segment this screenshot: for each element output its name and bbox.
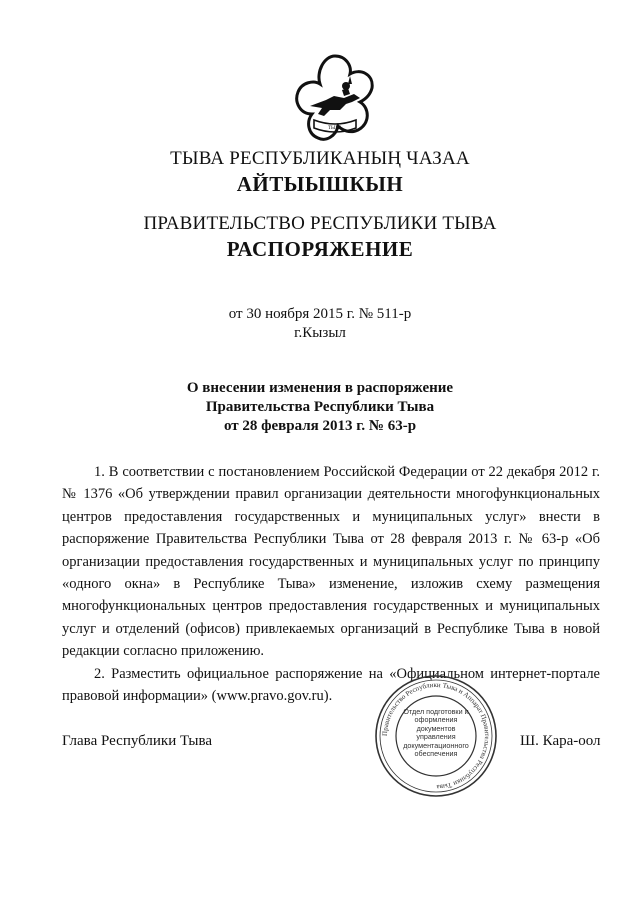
subject-line-1: О внесении изменения в распоряжение <box>186 380 454 396</box>
russian-document-type: РАСПОРЯЖЕНИЕ <box>226 237 414 261</box>
tyva-document-type: АЙТЫЫШКЫН <box>236 172 404 196</box>
subject-line-2: Правительства Республики Тыва <box>205 399 435 415</box>
official-stamp <box>372 672 500 800</box>
signatory-position: Глава Республики Тыва <box>62 733 213 749</box>
emblem <box>290 50 380 150</box>
emblem-ribbon-text: ТЫВА <box>327 126 343 131</box>
document-body <box>62 461 600 707</box>
stamp-ring-text: Правительство Республики Тыва и Аппарат Правительства Республики Тыва <box>380 680 492 792</box>
stamp-seal <box>372 672 500 800</box>
stamp-center-text: Отдел подготовки и оформления документов управления документационного обеспечения <box>403 708 469 759</box>
place: г.Кызыл <box>294 325 346 341</box>
subject-line-3: от 28 февраля 2013 г. № 63-р <box>223 418 417 434</box>
signatory-name: Ш. Кара-оол <box>520 733 601 749</box>
emblem-icon <box>290 50 380 150</box>
tyva-authority-title: ТЫВА РЕСПУБЛИКАНЫҢ ЧАЗАА <box>170 148 470 169</box>
russian-authority-title: ПРАВИТЕЛЬСТВО РЕСПУБЛИКИ ТЫВА <box>143 213 497 234</box>
date-number: от 30 ноября 2015 г. № 511-р <box>228 306 412 322</box>
subject-heading <box>0 379 640 436</box>
paragraph-1: 1. В соответствии с постановлением Российской Федерации от 22 декабря 2012 г. № 1376 «Об утверждении правил организации деятельности многофункциональных центров предоставления государственных и муниципальных услуг» внести в распоряжение Правительства Республики Тыва от 28 февраля 2013 г. № 63-р «Об организации предоставления государственных и муниципальных услуг по принципу «одного окна» в Республике Тыва» изменение, изложив схему размещения многофункциональных центров предоставления государственных и муниципальных услуг и отделений (офисов) привлекаемых организаций в Республике Тыва в новой редакции согласно приложению. <box>62 464 600 660</box>
paragraph-2: 2. Разместить официальное распоряжение на «Официальном интернет-портале правовой информации» (www.pravo.gov.ru). <box>62 665 600 705</box>
